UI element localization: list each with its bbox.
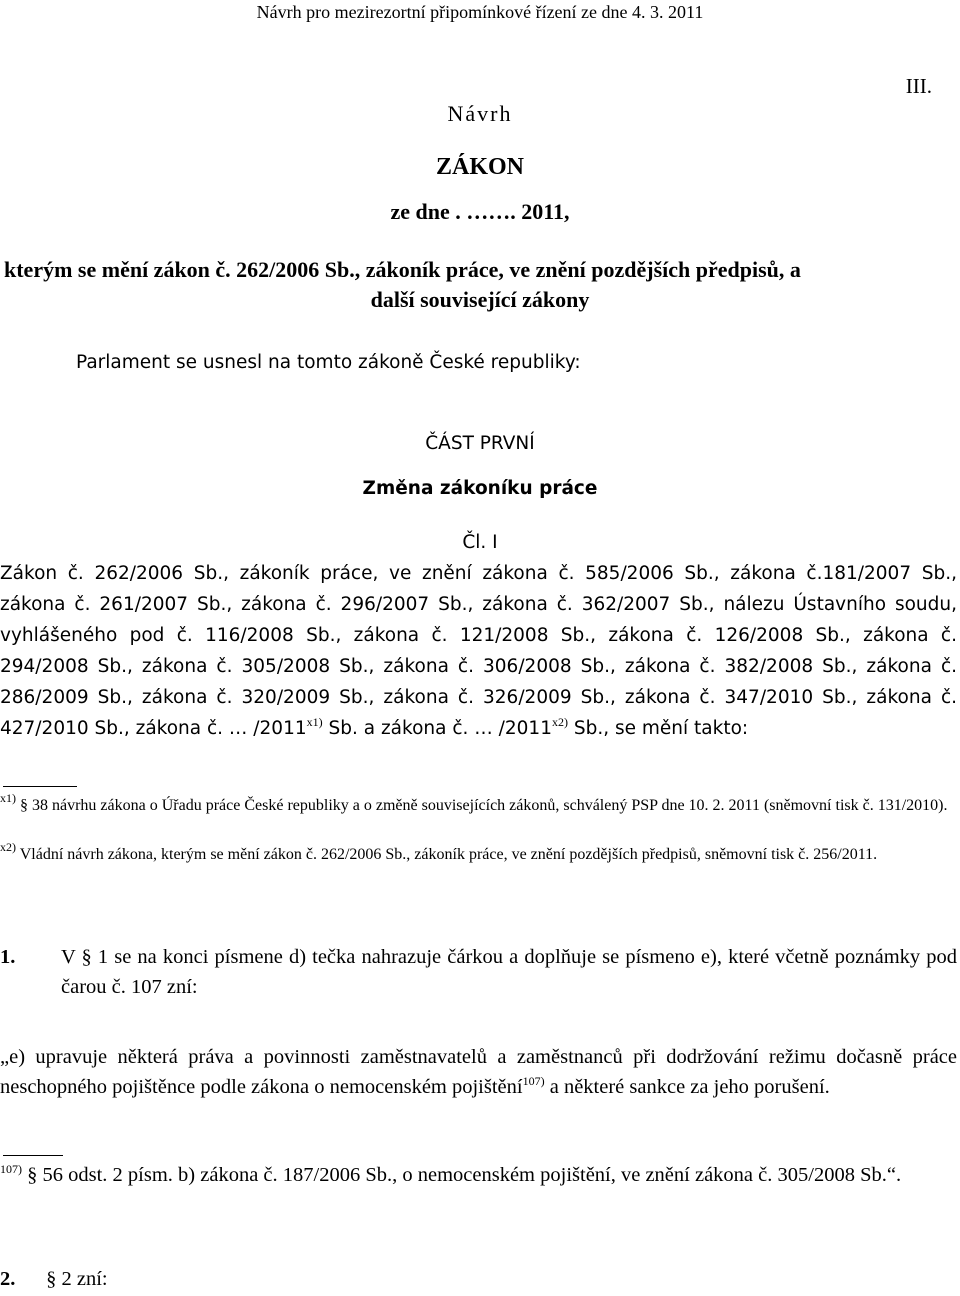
quoted-provision [0,1042,957,1102]
item-number: 2. [0,1268,16,1290]
intro-text: Zákon č. 262/2006 Sb., zákoník práce, ve znění zákona č. 585/2006 Sb., zákona č.181/2007 Sb., zákona č. 261/2007 Sb., zákona č. 296/2007 Sb., zákona č. 362/2007 Sb., nálezu Ústavního soudu, vyhlášeného pod č. 116/2008 Sb., zákona č. 121/2008 Sb., zákona č. 126/2008 Sb., zákona č. 294/2008 Sb., zákona č. 305/2008 Sb., zákona č. 306/2008 Sb., zákona č. 382/2008 Sb., zákona č. 286/2009 Sb., zákona č. 320/2009 Sb., zákona č. 326/2009 Sb., zákona č. 347/2010 Sb., zákona č. 427/2010 Sb., zákona č. … /2011 [0,563,957,739]
footnote-separator-2 [3,1155,63,1156]
footnote-mark: x1) [0,791,16,805]
quote-text-end: a některé sankce za jeho porušení. [544,1076,830,1098]
intro-text-end: Sb., se mění takto: [567,718,749,739]
footnote-ref-107: 107) [522,1074,545,1088]
part-subheading: Změna zákoníku práce [362,478,598,499]
act-date: ze dne . ……. 2011, [390,199,570,224]
item-text: § 2 zní: [46,1268,108,1290]
footnote-separator [3,786,77,787]
act-title-line-2: další související zákony [370,287,590,312]
act-heading: ZÁKON [435,154,524,180]
footnote-x1 [0,791,955,817]
act-title-line-1: kterým se mění zákon č. 262/2006 Sb., zákoník práce, ve znění pozdějších předpisů, a [4,257,801,282]
item-number: 1. [0,946,16,968]
footnote-text: Vládní návrh zákona, kterým se mění zákon č. 262/2006 Sb., zákoník práce, ve znění pozdějších předpisů, sněmovní tisk č. 256/2011. [19,846,878,863]
article-heading: Čl. I [462,532,498,553]
intro-paragraph [0,558,957,744]
footnote-mark: 107) [0,1162,22,1176]
draft-label: Návrh [447,101,513,126]
preamble: Parlament se usnesl na tomto zákoně České republiky: [76,352,581,373]
part-heading: ČÁST PRVNÍ [425,433,535,454]
footnote-107 [0,1160,957,1190]
document-header: Návrh pro mezirezortní připomínkové řízení ze dne 4. 3. 2011 [256,2,704,22]
intro-text-mid: Sb. a zákona č. … /2011 [322,718,552,739]
document-code: III. [905,74,932,98]
amendment-item-2 [0,1268,108,1291]
footnote-text: § 56 odst. 2 písm. b) zákona č. 187/2006 Sb., o nemocenském pojištění, ve znění zákona č. 305/2008 Sb.“. [27,1164,902,1186]
footnote-x2 [0,840,955,866]
quote-text: „e) upravuje některá práva a povinnosti zaměstnavatelů a zaměstnanců při dodržování režimu dočasně práce neschopného pojištěnce podle zákona o nemocenském pojištění [0,1046,957,1098]
footnote-ref-x2: x2) [551,715,568,729]
item-text: V § 1 se na konci písmene d) tečka nahrazuje čárkou a doplňuje se písmeno e), které včetně poznámky pod čarou č. 107 zní: [61,946,957,998]
footnote-ref-x1: x1) [306,715,323,729]
footnote-text: § 38 návrhu zákona o Úřadu práce České republiky a o změně souvisejících zákonů, schválený PSP dne 10. 2. 2011 (sněmovní tisk č. 131/2010). [20,797,948,814]
footnote-mark: x2) [0,840,16,854]
